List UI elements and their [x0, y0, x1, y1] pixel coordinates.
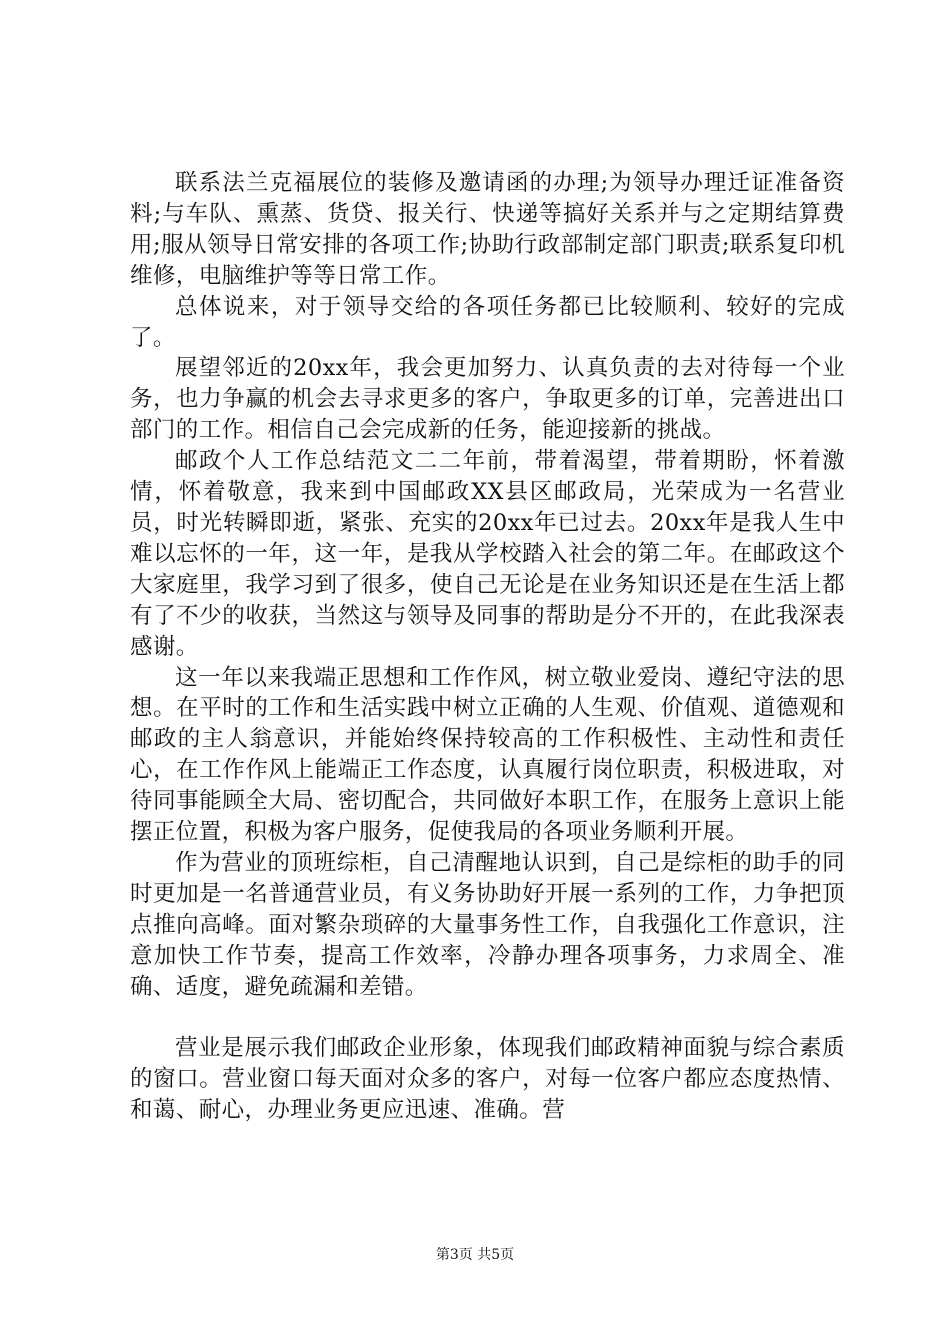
paragraph-4: 邮政个人工作总结范文二二年前，带着渴望，带着期盼，怀着激情，怀着敬意，我来到中国邮政XX县区邮政局，光荣成为一名营业员，时光转瞬即逝，紧张、充实的20xx年已过去。20xx年是我人生中难以忘怀的一年，这一年，是我从学校踏入社会的第二年。在邮政这个大家庭里，我学习到了很多，使自己无论是在业务知识还是在生活上都有了不少的收获，当然这与领导及同事的帮助是分不开的，在此我深表感谢。 — [130, 448, 845, 660]
paragraph-2: 总体说来，对于领导交给的各项任务都已比较顺利、较好的完成了。 — [130, 293, 845, 351]
paragraph-3: 展望邻近的20xx年，我会更加努力、认真负责的去对待每一个业务，也力争赢的机会去寻求更多的客户，争取更多的订单，完善进出口部门的工作。相信自己会完成新的任务，能迎接新的挑战。 — [130, 355, 845, 444]
paragraph-1: 联系法兰克福展位的装修及邀请函的办理;为领导办理迁证准备资料;与车队、熏蒸、货贷、报关行、快递等搞好关系并与之定期结算费用;服从领导日常安排的各项工作;协助行政部制定部门职责;联系复印机维修，电脑维护等等日常工作。 — [130, 170, 845, 289]
paragraph-7: 营业是展示我们邮政企业形象，体现我们邮政精神面貌与综合素质的窗口。营业窗口每天面对众多的客户，对每一位客户都应态度热情、和蔼、耐心，办理业务更应迅速、准确。营 — [130, 1035, 845, 1124]
paragraph-5: 这一年以来我端正思想和工作作风，树立敬业爱岗、遵纪守法的思想。在平时的工作和生活实践中树立正确的人生观、价值观、道德观和邮政的主人翁意识，并能始终保持较高的工作积极性、主动性和责任心，在工作作风上能端正工作态度，认真履行岗位职责，积极进取，对待同事能顾全大局、密切配合，共同做好本职工作，在服务上意识上能摆正位置，积极为客户服务，促使我局的各项业务顺利开展。 — [130, 664, 845, 846]
page-footer — [0, 1245, 950, 1265]
page-number-label: 第3页 共5页 — [435, 1247, 515, 1263]
document-body — [130, 168, 845, 1126]
paragraph-6: 作为营业的顶班综柜，自己清醒地认识到，自己是综柜的助手的同时更加是一名普通营业员，有义务协助好开展一系列的工作，力争把顶点推向高峰。面对繁杂琐碎的大量事务性工作，自我强化工作意识，注意加快工作节奏，提高工作效率，冷静办理各项事务，力求周全、准确、适度，避免疏漏和差错。 — [130, 849, 845, 1000]
